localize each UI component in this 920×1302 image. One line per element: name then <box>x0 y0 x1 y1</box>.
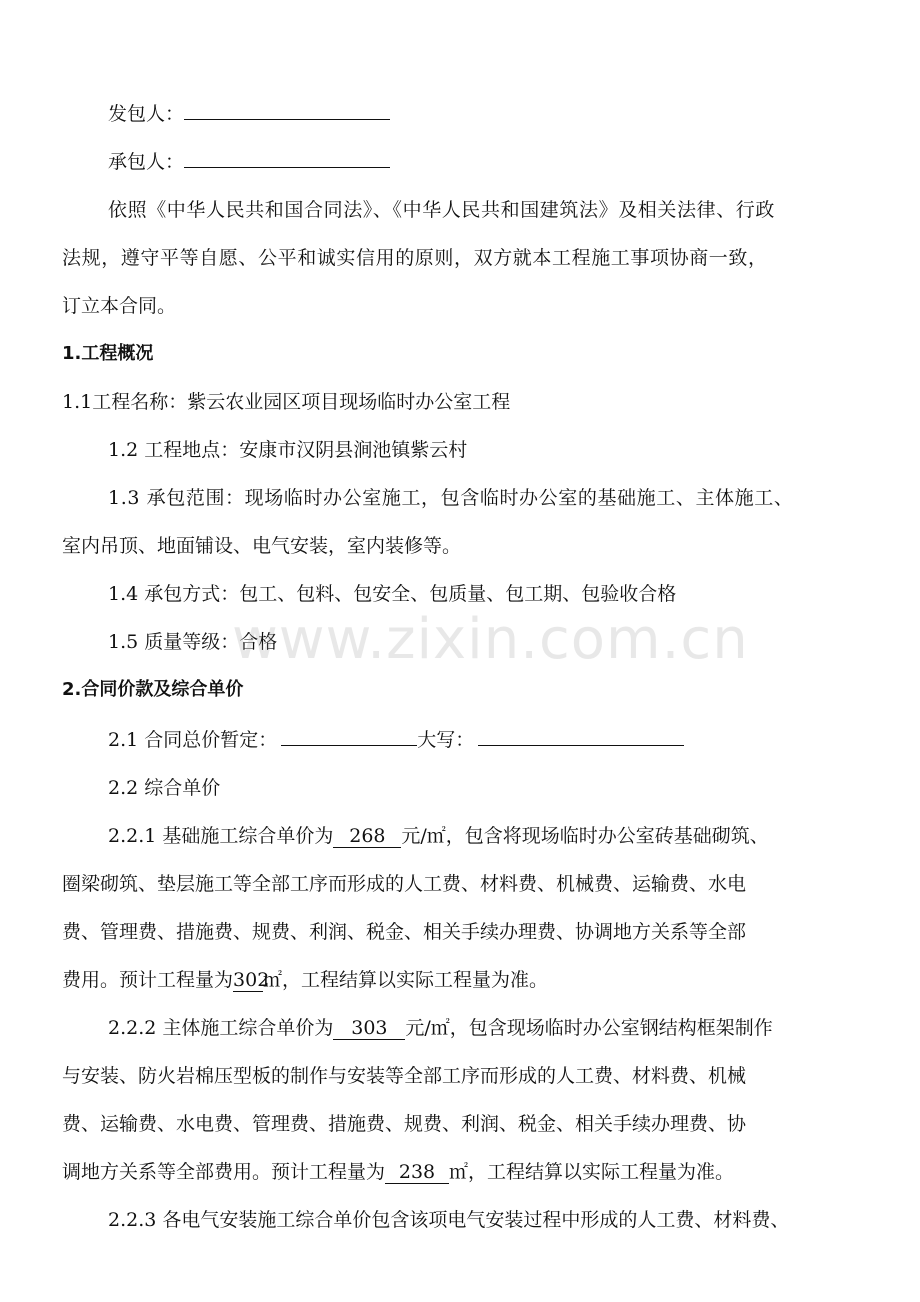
watermark: www.zixin.com.cn <box>232 607 749 672</box>
foundation-price-suffix: 元/㎡，包含将现场临时办公室砖基础砌筑、 <box>401 825 769 847</box>
foundation-unit-price: 268 <box>333 825 401 848</box>
foundation-quantity: 302 <box>233 969 270 991</box>
item-1-4: 1.4 承包方式：包工、包料、包安全、包质量、包工期、包验收合格 <box>108 583 677 605</box>
item-2-2-2-line-4 <box>62 1148 920 1196</box>
structure-unit-price: 303 <box>333 1017 405 1040</box>
item-1-3-line-2: 室内吊顶、地面铺设、电气安装，室内装修等。 <box>62 535 462 557</box>
employer-line <box>108 90 920 138</box>
structure-quantity: 238 <box>385 1161 449 1184</box>
item-2-2-3-line-1: 2.2.3 各电气安装施工综合单价包含该项电气安装过程中形成的人工费、材料费、 <box>108 1209 790 1231</box>
foundation-price-prefix: 2.2.1 基础施工综合单价为 <box>108 825 334 847</box>
contractor-blank[interactable] <box>184 147 390 168</box>
foundation-quantity-suffix: ㎡，工程结算以实际工程量为准。 <box>263 969 549 991</box>
item-2-2-1-line-3: 费、管理费、措施费、规费、利润、税金、相关手续办理费、协调地方关系等全部 <box>62 921 747 943</box>
section-2-heading: 2.合同价款及综合单价 <box>62 679 244 700</box>
item-2-2-1-line-2: 圈梁砌筑、垫层施工等全部工序而形成的人工费、材料费、机械费、运输费、水电 <box>62 873 747 895</box>
structure-price-prefix: 2.2.2 主体施工综合单价为 <box>108 1017 334 1039</box>
structure-quantity-suffix: ㎡，工程结算以实际工程量为准。 <box>449 1161 735 1183</box>
item-2-2-2-line-3: 费、运输费、水电费、管理费、措施费、规费、利润、税金、相关手续办理费、协 <box>62 1113 747 1135</box>
item-2-2-1-line-4 <box>62 956 920 1004</box>
total-price-blank[interactable] <box>281 725 417 746</box>
intro-line-3: 订立本合同。 <box>62 295 177 317</box>
item-2-2: 2.2 综合单价 <box>108 777 221 799</box>
foundation-quantity-prefix: 费用。预计工程量为 <box>62 969 234 991</box>
structure-price-suffix: 元/㎡，包含现场临时办公室钢结构框架制作 <box>405 1017 773 1039</box>
item-1-2: 1.2 工程地点：安康市汉阴县涧池镇紫云村 <box>108 439 468 461</box>
item-2-2-2-line-1 <box>108 1004 920 1052</box>
item-1-1: 1.1工程名称：紫云农业园区项目现场临时办公室工程 <box>62 391 511 413</box>
capital-amount-label: 大写： <box>417 729 475 751</box>
intro-line-2: 法规，遵守平等自愿、公平和诚实信用的原则，双方就本工程施工事项协商一致， <box>62 247 768 269</box>
intro-line-1: 依照《中华人民共和国合同法》、《中华人民共和国建筑法》及相关法律、行政 <box>108 199 776 221</box>
capital-amount-blank[interactable] <box>478 725 684 746</box>
structure-quantity-prefix: 调地方关系等全部费用。预计工程量为 <box>62 1161 386 1183</box>
total-price-label: 2.1 合同总价暂定： <box>108 729 278 751</box>
item-2-1 <box>108 716 920 764</box>
item-2-2-2-line-2: 与安装、防火岩棉压型板的制作与安装等全部工序而形成的人工费、材料费、机械 <box>62 1065 747 1087</box>
contractor-line <box>108 138 920 186</box>
employer-label: 发包人： <box>108 103 185 125</box>
employer-blank[interactable] <box>184 99 390 120</box>
item-1-5: 1.5 质量等级：合格 <box>108 631 278 653</box>
section-1-heading: 1.工程概况 <box>62 343 154 364</box>
item-1-3-line-1: 1.3 承包范围：现场临时办公室施工，包含临时办公室的基础施工、主体施工、 <box>108 487 794 509</box>
contractor-label: 承包人： <box>108 151 185 173</box>
item-2-2-1-line-1 <box>108 812 920 860</box>
